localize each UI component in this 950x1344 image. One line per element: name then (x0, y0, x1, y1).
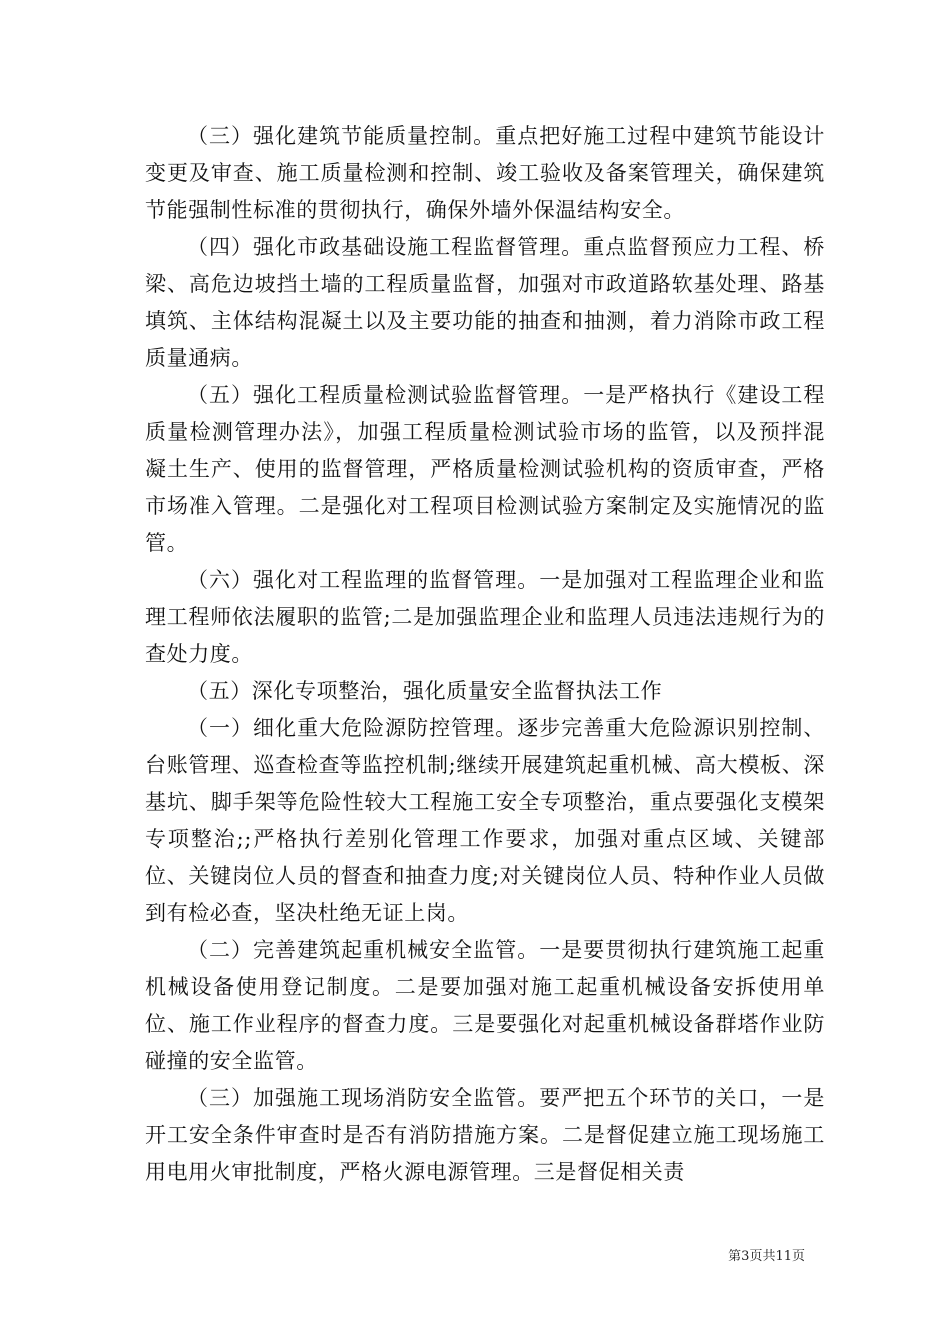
paragraph-municipal-works: （四）强化市政基础设施工程监督管理。重点监督预应力工程、桥梁、高危边坡挡土墙的工程质量监督，加强对市政道路软基处理、路基填筑、主体结构混凝土以及主要功能的抽查和抽测，着力消除市政工程质量通病。 (145, 235, 825, 370)
page-number: 第3页共11页 (728, 1249, 805, 1264)
paragraph-testing-supervision: （五）强化工程质量检测试验监督管理。一是严格执行《建设工程质量检测管理办法》，加强工程质量检测试验市场的监管，以及预拌混凝土生产、使用的监督管理，严格质量检测试验机构的资质审查，严格市场准入管理。二是强化对工程项目检测试验方案制定及实施情况的监管。 (145, 383, 825, 555)
section-heading-special-rectification: （五）深化专项整治，强化质量安全监督执法工作 (187, 679, 663, 703)
paragraph-supervision-management: （六）强化对工程监理的监督管理。一是加强对工程监理企业和监理工程师依法履职的监管;二是加强监理企业和监理人员违法违规行为的查处力度。 (145, 568, 825, 666)
paragraph-fire-safety: （三）加强施工现场消防安全监管。要严把五个环节的关口，一是开工安全条件审查时是否有消防措施方案。二是督促建立施工现场施工用电用火审批制度，严格火源电源管理。三是督促相关责 (145, 1086, 825, 1184)
body-text (145, 118, 825, 1191)
paragraph-energy-quality: （三）强化建筑节能质量控制。重点把好施工过程中建筑节能设计变更及审查、施工质量检测和控制、竣工验收及备案管理关，确保建筑节能强制性标准的贯彻执行，确保外墙外保温结构安全。 (145, 124, 825, 222)
paragraph-hazard-control: （一）细化重大危险源防控管理。逐步完善重大危险源识别控制、台账管理、巡查检查等监控机制;继续开展建筑起重机械、高大模板、深基坑、脚手架等危险性较大工程施工安全专项整治，重点要强化支模架专项整治;;严格执行差别化管理工作要求，加强对重点区域、关键部位、关键岗位人员的督查和抽查力度;对关键岗位人员、特种作业人员做到有检必查，坚决杜绝无证上岗。 (145, 716, 825, 925)
paragraph-lifting-machinery: （二）完善建筑起重机械安全监管。一是要贯彻执行建筑施工起重机械设备使用登记制度。二是要加强对施工起重机械设备安拆使用单位、施工作业程序的督查力度。三是要强化对起重机械设备群塔作业防碰撞的安全监管。 (145, 938, 825, 1073)
